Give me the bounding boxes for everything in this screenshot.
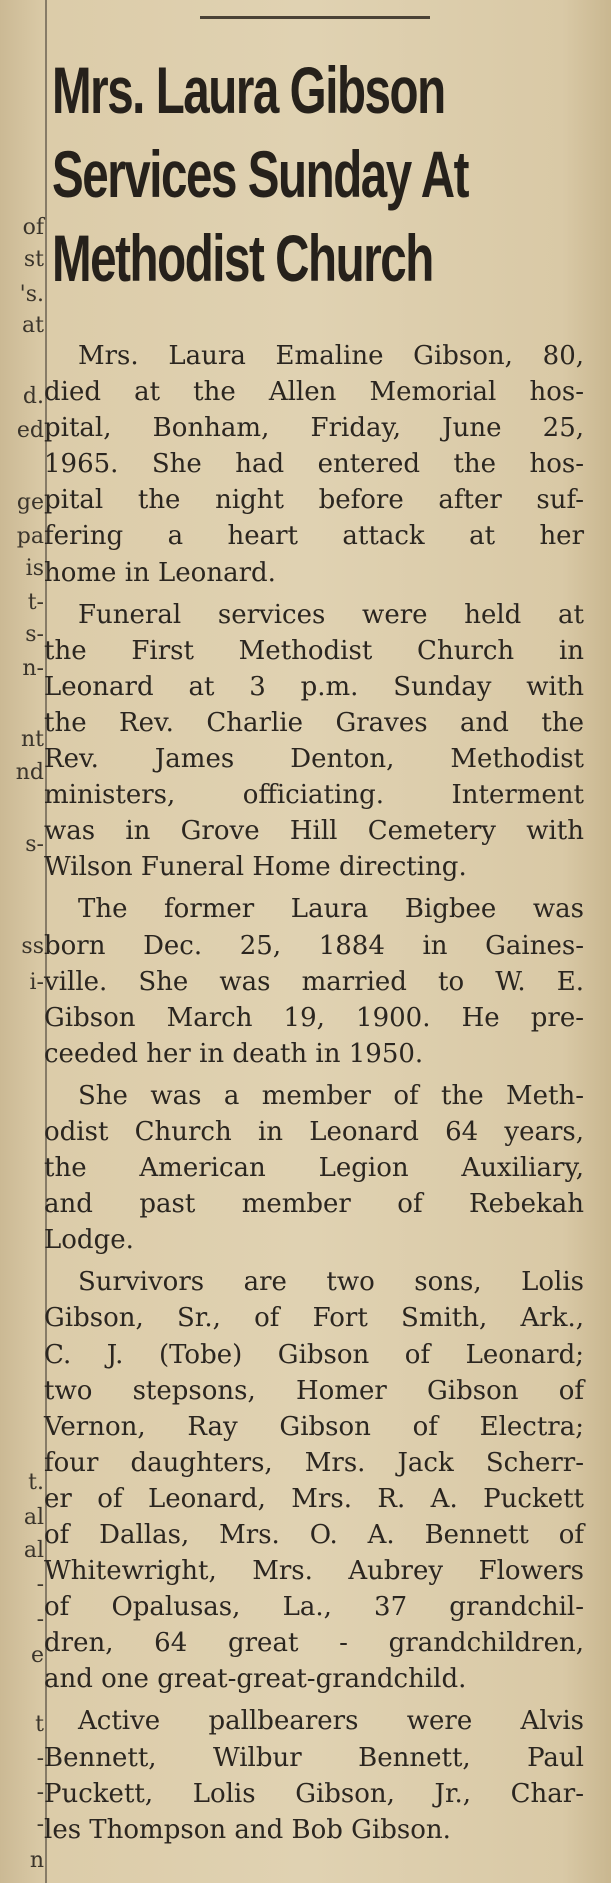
gutter-fragment: t [35,1712,44,1737]
gutter-fragment: s- [25,622,44,647]
gutter-fragment: al [23,1538,44,1563]
article-line: four daughters, Mrs. Jack Scherr- [44,1447,584,1478]
gutter-fragment: e [30,1643,44,1668]
article-line: and past member of Rebekah [44,1189,584,1220]
gutter-fragment: - [36,1746,44,1771]
gutter-fragment: ss [21,934,44,959]
article-paragraph [44,597,584,886]
article-line: ville. She was married to W. E. [44,966,584,997]
gutter-fragment: is [25,556,44,581]
gutter-fragment: st [23,247,44,272]
gutter-fragment: n [29,1848,44,1873]
article-line: er of Leonard, Mrs. R. A. Puckett [44,1483,584,1514]
article-line: Whitewright, Mrs. Aubrey Flowers [44,1556,584,1587]
top-rule [200,16,430,19]
article-line: Gibson, Sr., of Fort Smith, Ark., [44,1303,584,1334]
article-line: was in Grove Hill Cemetery with [44,816,584,847]
headline [52,48,599,300]
article-line: the First Methodist Church in [44,635,584,666]
article-line: the Rev. Charlie Graves and the [44,707,584,738]
article-line: Survivors are two sons, Lolis [78,1267,584,1298]
article-line: the American Legion Auxiliary, [44,1153,584,1184]
article-line: ministers, officiating. Interment [44,780,584,811]
article-line: odist Church in Leonard 64 years, [44,1116,584,1147]
gutter-fragment: - [36,1607,44,1632]
article-line: The former Laura Bigbee was [78,894,584,925]
article-line: and one great-great-grandchild. [44,1664,467,1695]
gutter-fragment: - [36,1572,44,1597]
article-line: 1965. She had entered the hos- [44,449,584,480]
headline-line: Methodist Church [52,221,433,295]
article-line: home in Leonard. [44,557,276,588]
article-line: two stepsons, Homer Gibson of [44,1375,584,1406]
headline-line: Mrs. Laura Gibson [52,53,445,127]
headline-line: Services Sunday At [52,137,469,211]
gutter-fragment: ed [16,418,44,443]
article-line: Vernon, Ray Gibson of Electra; [44,1411,584,1442]
gutter-fragment: pa [16,524,44,549]
gutter-fragment: s- [25,832,44,857]
gutter-fragment: nt [20,727,44,752]
article-line: Leonard at 3 p.m. Sunday with [44,671,584,702]
article-line: Rev. James Denton, Methodist [44,744,584,775]
article-paragraph [44,1264,584,1697]
gutter-fragment: i- [29,970,44,995]
article-line: Active pallbearers were Alvis [78,1706,584,1737]
article-line: Lodge. [44,1225,134,1256]
article-line: Puckett, Lolis Gibson, Jr., Char- [44,1778,584,1809]
gutter-fragment: al [23,1505,44,1530]
article-body [44,338,584,1854]
article-line: Bennett, Wilbur Bennett, Paul [44,1742,584,1773]
gutter-fragment: 's. [19,282,44,307]
gutter-fragment: at [22,313,44,338]
gutter-fragment: d. [22,384,44,409]
article-paragraph [44,1703,584,1847]
article-line: Funeral services were held at [78,599,584,630]
article-line: died at the Allen Memorial hos- [44,377,584,408]
gutter-fragment: - [36,1812,44,1837]
article-paragraph [44,1078,584,1258]
article-line: ceeded her in death in 1950. [44,1038,424,1069]
article-line: She was a member of the Meth- [78,1080,584,1111]
article-line: Wilson Funeral Home directing. [44,852,467,883]
gutter-fragment: ge [16,490,44,515]
gutter-fragment: - [36,1780,44,1805]
gutter-fragment: of [22,215,44,240]
article-paragraph [44,338,584,591]
article-line: Mrs. Laura Emaline Gibson, 80, [78,341,584,371]
gutter-fragment: t. [28,1470,44,1495]
article-line: Gibson March 19, 1900. He pre- [44,1002,584,1033]
article-line: C. J. (Tobe) Gibson of Leonard; [44,1339,584,1370]
article-paragraph [44,891,584,1071]
article-line: born Dec. 25, 1884 in Gaines- [44,930,584,961]
gutter-fragment: n- [22,656,44,681]
article-line: of Opalusas, La., 37 grandchil- [44,1592,584,1623]
article-line: pital the night before after suf- [44,485,584,516]
gutter-fragment: t- [27,590,44,615]
article-line: dren, 64 great - grandchildren, [44,1628,584,1659]
article-line: fering a heart attack at her [44,521,584,552]
gutter-fragment: nd [15,760,44,785]
article-line: of Dallas, Mrs. O. A. Bennett of [44,1520,584,1550]
article-line: pital, Bonham, Friday, June 25, [44,413,584,444]
adjacent-column-fragments [0,0,44,1883]
article-line: les Thompson and Bob Gibson. [44,1814,451,1845]
